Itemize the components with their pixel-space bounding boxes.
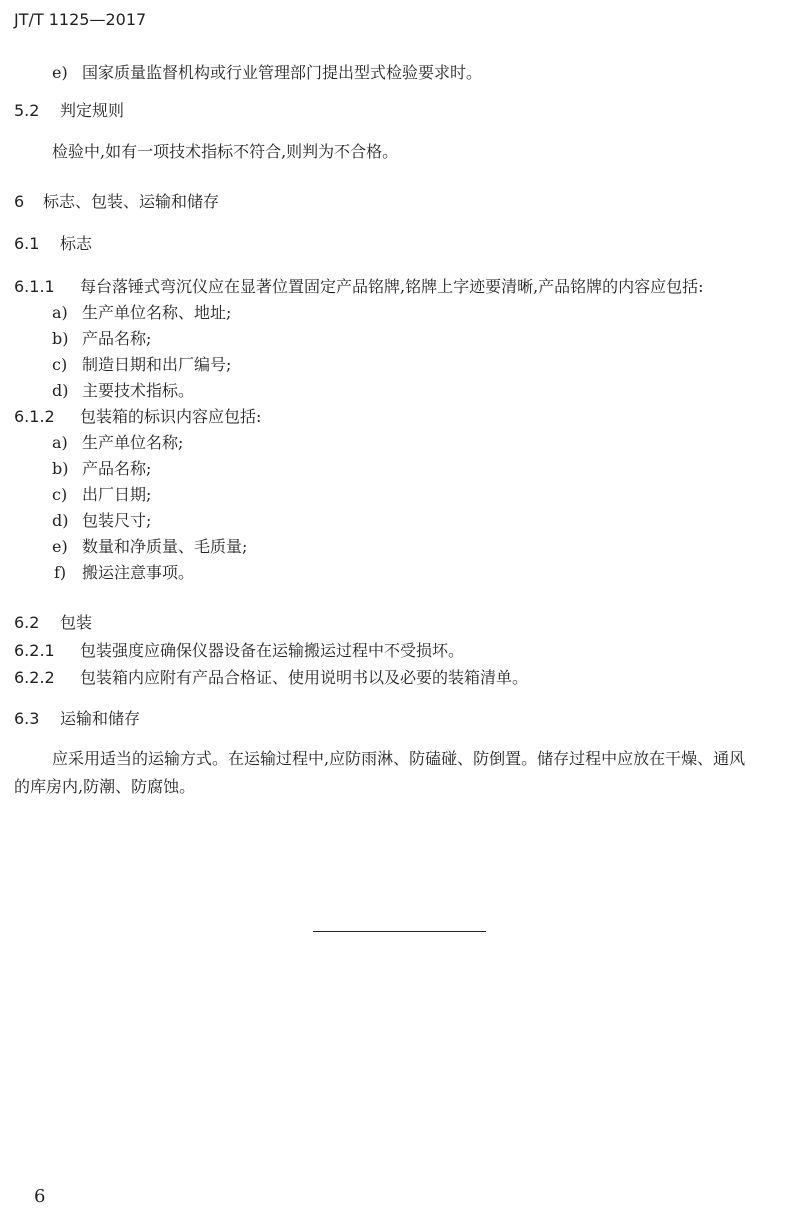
item-text: 主要技术指标。 — [82, 381, 195, 400]
page-number: 6 — [34, 1186, 46, 1207]
item-text: 数量和净质量、毛质量; — [82, 537, 248, 556]
list-item — [52, 537, 247, 557]
list-item — [52, 303, 231, 323]
item-text: 出厂日期; — [82, 485, 152, 504]
section-title: 包装 — [60, 613, 93, 632]
section-number: 6.2 — [14, 613, 40, 632]
item-label: e) — [52, 63, 68, 82]
section-number: 5.2 — [14, 101, 40, 120]
clause — [14, 407, 261, 427]
item-label: b) — [52, 329, 69, 348]
item-text: 制造日期和出厂编号; — [82, 355, 232, 374]
list-item — [54, 563, 194, 583]
item-label: d) — [52, 511, 69, 530]
item-label: e) — [52, 537, 68, 556]
list-item — [52, 485, 151, 505]
section-title: 判定规则 — [60, 101, 125, 120]
document-header: JT/T 1125—2017 — [14, 10, 147, 29]
section-number: 6 — [14, 192, 25, 211]
item-text: 搬运注意事项。 — [82, 563, 195, 582]
clause-number: 6.2.1 — [14, 641, 55, 660]
section-heading — [14, 709, 140, 729]
item-text: 包装尺寸; — [82, 511, 152, 530]
section-heading — [14, 234, 92, 254]
end-rule — [313, 931, 486, 932]
section-title: 运输和储存 — [60, 709, 141, 728]
item-label: a) — [52, 433, 68, 452]
paragraph-line: 的库房内,防潮、防腐蚀。 — [14, 777, 196, 796]
item-text: 国家质量监督机构或行业管理部门提出型式检验要求时。 — [82, 63, 483, 82]
item-text: 生产单位名称; — [82, 433, 184, 452]
list-item — [52, 381, 194, 401]
item-label: a) — [52, 303, 68, 322]
clause-number: 6.2.2 — [14, 668, 55, 687]
item-text: 生产单位名称、地址; — [82, 303, 232, 322]
item-label: c) — [52, 485, 68, 504]
list-item — [52, 433, 183, 453]
clause — [14, 277, 704, 297]
list-item — [52, 355, 231, 375]
clause-text: 包装箱内应附有产品合格证、使用说明书以及必要的装箱清单。 — [80, 668, 529, 687]
list-item — [52, 459, 151, 479]
section-heading — [14, 101, 124, 121]
item-label: c) — [52, 355, 68, 374]
paragraph: 检验中,如有一项技术指标不符合,则判为不合格。 — [52, 142, 399, 161]
item-text: 产品名称; — [82, 459, 152, 478]
section-title: 标志、包装、运输和储存 — [43, 192, 220, 211]
clause — [14, 668, 528, 688]
section-heading — [14, 613, 92, 633]
item-label: d) — [52, 381, 69, 400]
clause-number: 6.1.1 — [14, 277, 55, 296]
clause-text: 包装箱的标识内容应包括: — [80, 407, 262, 426]
section-number: 6.3 — [14, 709, 40, 728]
item-text: 产品名称; — [82, 329, 152, 348]
clause-text: 包装强度应确保仪器设备在运输搬运过程中不受损坏。 — [80, 641, 465, 660]
clause — [14, 641, 464, 661]
paragraph-line: 应采用适当的运输方式。在运输过程中,应防雨淋、防磕碰、防倒置。储存过程中应放在干燥、通风 — [52, 749, 746, 768]
section-title: 标志 — [60, 234, 93, 253]
chapter-heading — [14, 192, 219, 212]
clause-number: 6.1.2 — [14, 407, 55, 426]
section-number: 6.1 — [14, 234, 40, 253]
list-item — [52, 329, 151, 349]
list-item — [52, 63, 482, 83]
item-label: b) — [52, 459, 69, 478]
list-item — [52, 511, 151, 531]
clause-text: 每台落锤式弯沉仪应在显著位置固定产品铭牌,铭牌上字迹要清晰,产品铭牌的内容应包括: — [80, 277, 704, 296]
item-label: f) — [54, 563, 67, 582]
